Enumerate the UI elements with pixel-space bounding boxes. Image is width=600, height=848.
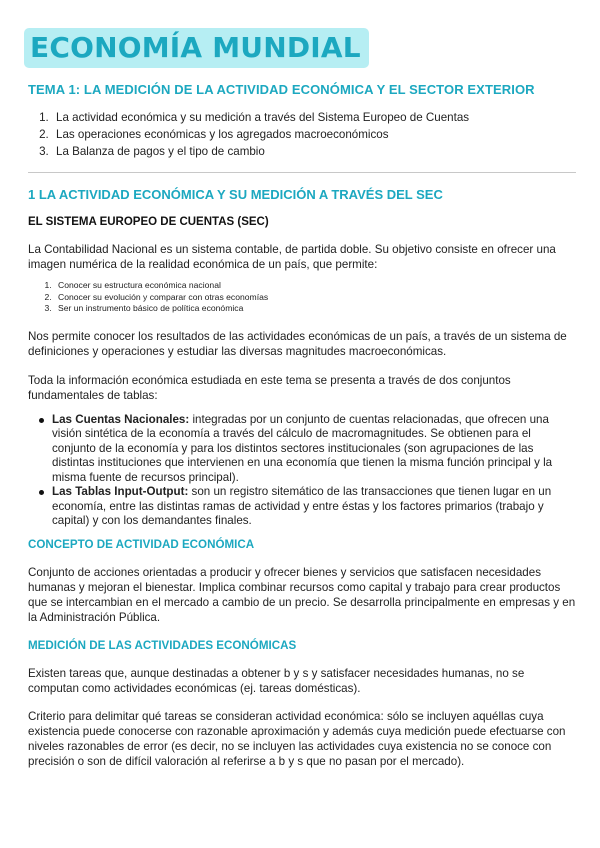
section-1-heading: 1 LA ACTIVIDAD ECONÓMICA Y SU MEDICIÓN A TRAVÉS DEL SEC bbox=[28, 187, 443, 202]
medicion-heading: MEDICIÓN DE LAS ACTIVIDADES ECONÓMICAS bbox=[28, 638, 297, 652]
list-item: 1. Conocer su estructura económica nacional bbox=[54, 280, 576, 292]
list-item: 2. Conocer su evolución y comparar con otras economías bbox=[54, 292, 576, 304]
document-page bbox=[28, 28, 576, 769]
list-item: 3. Ser un instrumento básico de política económica bbox=[54, 303, 576, 315]
table-of-contents bbox=[28, 109, 576, 160]
toc-item: 1. La actividad económica y su medición a través del Sistema Europeo de Cuentas bbox=[52, 109, 576, 126]
sec-intro-paragraph: La Contabilidad Nacional es un sistema contable, de partida doble. Su objetivo consiste en ofrecer una imagen numérica de la realidad económica de un país, que permite: bbox=[28, 243, 556, 271]
bullet-cuentas-nacionales bbox=[52, 413, 576, 486]
concepto-heading: CONCEPTO DE ACTIVIDAD ECONÓMICA bbox=[28, 537, 255, 551]
divider bbox=[28, 172, 576, 173]
bullet-text: son un registro sitemático de las transacciones que tienen lugar en un economía, entre las distintas ramas de actividad y entre éstas y los factores primarios (trabajo y capital) y con los demandantes finales. bbox=[52, 485, 552, 527]
medicion-paragraph-1: Existen tareas que, aunque destinadas a obtener b y s y satisfacer necesidades humanas, no se computan como actividades económicas (ej. tareas domésticas). bbox=[28, 666, 525, 695]
sec-allows-list bbox=[28, 280, 576, 315]
tables-bullet-list bbox=[28, 413, 576, 529]
sec-paragraph-3: Toda la información económica estudiada en este tema se presenta a través de dos conjuntos fundamentales de tablas: bbox=[28, 373, 511, 402]
bullet-tablas-input-output bbox=[52, 485, 576, 529]
bullet-term: Las Tablas Input-Output: bbox=[52, 485, 189, 498]
tema-heading: TEMA 1: LA MEDICIÓN DE LA ACTIVIDAD ECONÓMICA Y EL SECTOR EXTERIOR bbox=[28, 82, 535, 97]
sec-subheading: EL SISTEMA EUROPEO DE CUENTAS (SEC) bbox=[28, 216, 269, 228]
concepto-paragraph: Conjunto de acciones orientadas a producir y ofrecer bienes y servicios que satisfacen necesidades humanas y mejoran el bienestar. Implica combinar recursos como capital y trabajo para crear productos que se intercambian en el mercado a cambio de un precio. Se desarrolla principalmente en empresas y en la Administración Pública. bbox=[28, 565, 576, 624]
sec-paragraph-2: Nos permite conocer los resultados de las actividades económicas de un país, a través de un sistema de definiciones y operaciones y estudiar las diversas magnitudes macroeconómicas. bbox=[28, 329, 567, 358]
bullet-text: integradas por un conjunto de cuentas relacionadas, que ofrecen una visión sintética de la economía a través del cálculo de macromagnitudes. Se obtienen para el conjunto de la economía y para los distintos sectores institucionales (son agrupaciones de las distintas instituciones que intervienen en una economía que tienen la misma función principal y la misma fuente de recursos principal). bbox=[52, 412, 553, 484]
document-title: ECONOMÍA MUNDIAL bbox=[30, 31, 361, 64]
title-highlight bbox=[24, 28, 369, 68]
medicion-paragraph-2: Criterio para delimitar qué tareas se consideran actividad económica: sólo se incluyen aquéllas cuya existencia puede conocerse con razonable aproximación y además cuya medición puede efectuarse con niveles razonables de error (es decir, no se incluyen las actividades cuya existencia no se conoce con precisión o son de difícil valoración al referirse a b y s que no pasan por el mercado). bbox=[28, 709, 566, 768]
toc-item: 3. La Balanza de pagos y el tipo de cambio bbox=[52, 143, 576, 160]
bullet-term: Las Cuentas Nacionales: bbox=[52, 412, 190, 426]
toc-item: 2. Las operaciones económicas y los agregados macroeconómicos bbox=[52, 126, 576, 143]
